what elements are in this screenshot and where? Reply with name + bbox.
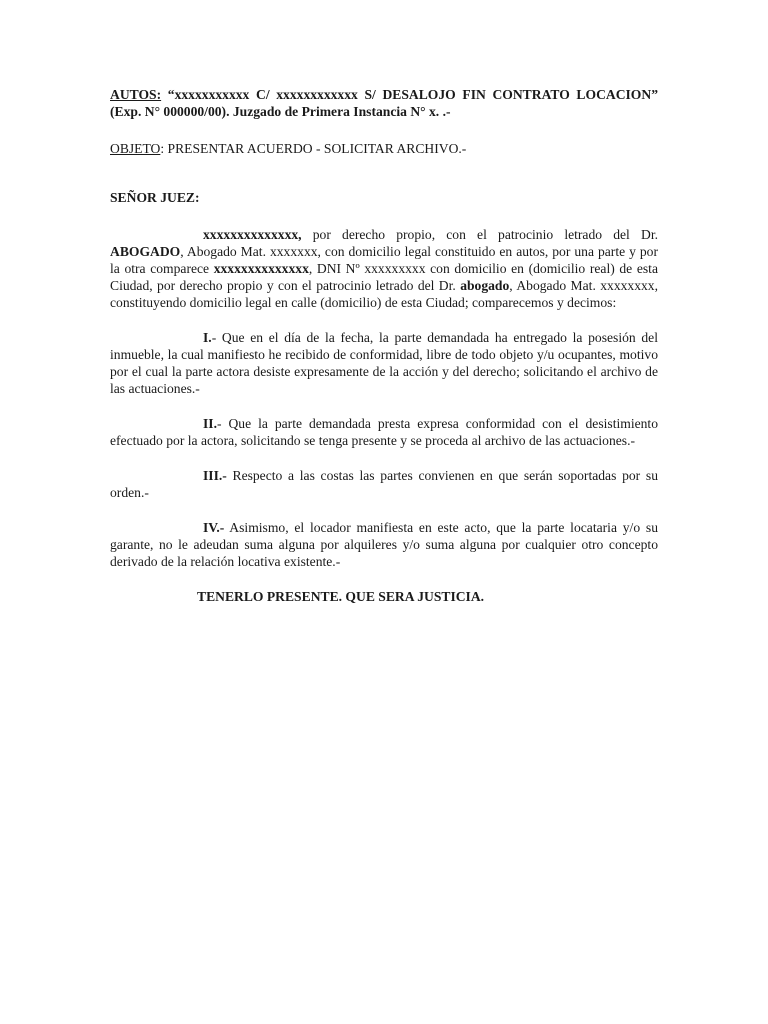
point-iii — [110, 467, 658, 501]
party2-name: xxxxxxxxxxxxxx — [213, 261, 309, 276]
point-ii — [110, 415, 658, 449]
intro-paragraph — [110, 226, 658, 311]
point-number: II. — [203, 416, 217, 431]
objeto-heading — [110, 140, 658, 157]
point-text: - Que en el día de la fecha, la parte demandada ha entregado la posesión del inmueble, la cual manifiesto he recibido de conformidad, libre de todo objeto y/u ocupantes, motivo por el cual la parte actora desiste expresamente de la acción y del derecho; solicitando el archivo de las actuaciones.- — [110, 330, 658, 396]
autos-text: “xxxxxxxxxxx C/ xxxxxxxxxxxx S/ DESALOJO FIN CONTRATO LOCACION” (Exp. N° 000000/00). Juzgado de Primera Instancia N° x. .- — [110, 87, 658, 119]
intro-text-2: , Abogado Mat. xxxxxxx, con domicilio legal constituido en autos, por una parte y por la otra comparece — [110, 244, 658, 276]
autos-heading — [110, 86, 658, 120]
document-page — [110, 86, 658, 605]
point-text: Asimismo, el locador manifiesta en este acto, que la parte locataria y/o su garante, no le adeudan suma alguna por alquileres y/o suma alguna por cualquier otro concepto derivado de la relación locativa existente.- — [110, 520, 658, 569]
point-number: IV.- — [203, 520, 225, 535]
point-iv — [110, 519, 658, 570]
intro-text-4: , Abogado Mat. xxxxxxxx, constituyendo domicilio legal en calle (domicilio) de esta Ciudad; comparecemos y decimos: — [110, 278, 658, 310]
intro-text-3: , DNI Nº xxxxxxxxx con domicilio en (domicilio real) de esta Ciudad, por derecho propio y con el patrocinio letrado del Dr. — [110, 261, 658, 293]
closing-statement: TENERLO PRESENTE. QUE SERA JUSTICIA. — [197, 589, 485, 604]
point-text: - Que la parte demandada presta expresa conformidad con el desistimiento efectuado por la actora, solicitando se tenga presente y se proceda al archivo de las actuaciones.- — [110, 416, 658, 448]
point-number: III.- — [203, 468, 227, 483]
point-text: Respecto a las costas las partes convienen en que serán soportadas por su orden.- — [110, 468, 658, 500]
objeto-text: : PRESENTAR ACUERDO - SOLICITAR ARCHIVO.- — [160, 141, 467, 156]
party1-name: xxxxxxxxxxxxxx, — [203, 227, 302, 242]
autos-label: AUTOS: — [110, 87, 162, 102]
point-number: I. — [203, 330, 212, 345]
lawyer2-name: abogado — [460, 278, 510, 293]
intro-text-1: por derecho propio, con el patrocinio letrado del Dr. — [301, 227, 658, 242]
salutation: SEÑOR JUEZ: — [110, 190, 200, 205]
point-i — [110, 329, 658, 397]
lawyer1-name: ABOGADO — [110, 244, 181, 259]
objeto-label: OBJETO — [110, 141, 161, 156]
